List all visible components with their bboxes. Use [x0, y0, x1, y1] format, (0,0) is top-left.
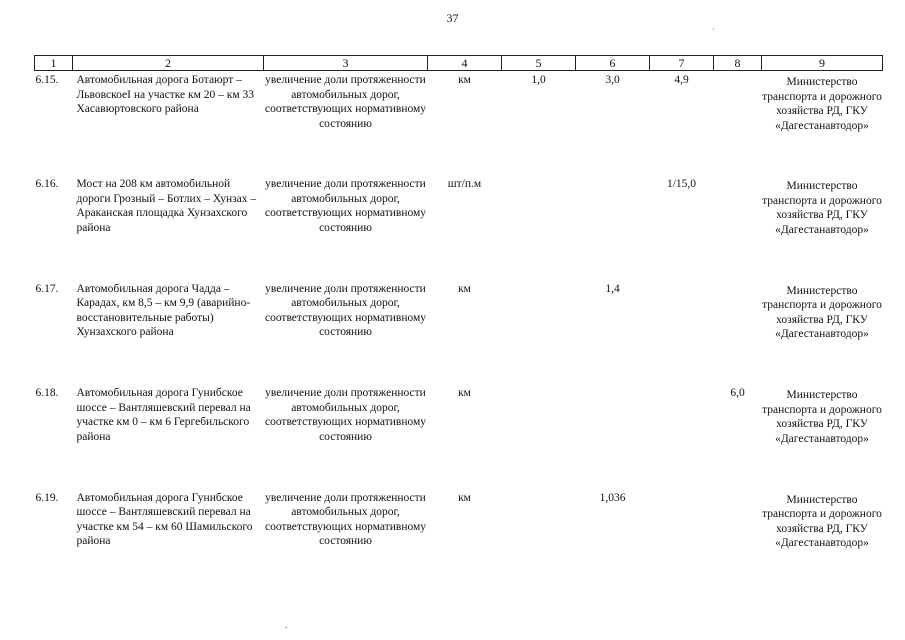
indicator-text: увеличение доли протяженности автомобильных дорог, соответствующих нормативному состоянию: [264, 74, 427, 130]
document-table: [34, 55, 883, 593]
header-cell: 8: [714, 56, 762, 71]
header-cell: 7: [650, 56, 714, 71]
header-cell: 3: [264, 56, 428, 71]
header-cell: 9: [762, 56, 883, 71]
value-col7: [650, 280, 714, 385]
value-col5: [502, 489, 576, 594]
indicator-text: увеличение доли протяженности автомобильных дорог, соответствующих нормативному состоянию: [264, 178, 427, 234]
scan-mark: `: [712, 28, 716, 39]
value-col7: [650, 489, 714, 594]
value-col8: [714, 280, 762, 385]
value-col6: 1,4: [605, 282, 620, 295]
value-col8: [714, 489, 762, 594]
value-col5: [502, 175, 576, 280]
row-number: 6.18.: [35, 387, 59, 399]
value-col6: 1,036: [599, 491, 626, 504]
object-name: Автомобильная дорога Гунибское шоссе – Вантляшевский перевал на участке км 0 – км 6 Гергебильского района: [76, 387, 251, 443]
value-col8: 6,0: [730, 387, 745, 399]
responsible-org: Министерство транспорта и дорожного хозяйства РД, ГКУ «Дагестанавтодор»: [762, 493, 882, 549]
responsible-org: Министерство транспорта и дорожного хозяйства РД, ГКУ «Дагестанавтодор»: [762, 389, 882, 445]
unit-cell: км: [458, 387, 471, 399]
table-row: [35, 175, 883, 280]
value-col7: 1/15,0: [666, 178, 697, 190]
responsible-org: Министерство транспорта и дорожного хозяйства РД, ГКУ «Дагестанавтодор»: [762, 284, 882, 340]
scan-mark-bottom: .: [285, 620, 288, 631]
object-name: Автомобильная дорога Ботаюрт – ЛьвовскоеI на участке км 20 – км 33 Хасавюртовского района: [76, 74, 254, 115]
object-name: Автомобильная дорога Гунибское шоссе – Вантляшевский перевал на участке км 54 – км 60 Шамильского района: [76, 491, 253, 547]
value-col6: [576, 175, 650, 280]
object-name: Мост на 208 км автомобильной дороги Грозный – Ботлих – Хунзах – Араканская площадка Хунзахского района: [76, 178, 257, 234]
row-number: 6.16.: [35, 178, 59, 190]
table-row: [35, 384, 883, 489]
value-col7: 4,9: [674, 74, 689, 86]
value-col6: [576, 384, 650, 489]
value-col5: 1,0: [531, 74, 546, 86]
value-col8: [714, 175, 762, 280]
unit-cell: км: [458, 74, 471, 86]
header-cell: 1: [35, 56, 73, 71]
unit-cell: шт/п.м: [447, 178, 482, 190]
indicator-text: увеличение доли протяженности автомобильных дорог, соответствующих нормативному состоянию: [264, 387, 427, 443]
value-col8: [714, 71, 762, 176]
value-col6: 3,0: [605, 74, 620, 86]
table-row: [35, 280, 883, 385]
object-name: Автомобильная дорога Чадда – Карадах, км 8,5 – км 9,9 (аварийно-восстановительные работы) Хунзахского района: [76, 282, 251, 338]
indicator-text: увеличение доли протяженности автомобильных дорог, соответствующих нормативному состоянию: [264, 491, 427, 547]
value-col5: [502, 280, 576, 385]
unit-cell: км: [458, 491, 471, 504]
indicator-text: увеличение доли протяженности автомобильных дорог, соответствующих нормативному состоянию: [264, 282, 427, 338]
row-number: 6.15.: [35, 74, 59, 86]
responsible-org: Министерство транспорта и дорожного хозяйства РД, ГКУ «Дагестанавтодор»: [762, 76, 882, 132]
header-cell: 4: [428, 56, 502, 71]
unit-cell: км: [458, 282, 471, 295]
responsible-org: Министерство транспорта и дорожного хозяйства РД, ГКУ «Дагестанавтодор»: [762, 180, 882, 236]
table-row: [35, 489, 883, 594]
table-row: [35, 71, 883, 176]
row-number: 6.17.: [35, 282, 59, 295]
page-number: 37: [446, 11, 459, 25]
header-cell: 6: [576, 56, 650, 71]
row-number: 6.19.: [35, 491, 59, 504]
header-cell: 5: [502, 56, 576, 71]
value-col7: [650, 384, 714, 489]
header-row: [35, 56, 883, 71]
value-col5: [502, 384, 576, 489]
header-cell: 2: [73, 56, 264, 71]
